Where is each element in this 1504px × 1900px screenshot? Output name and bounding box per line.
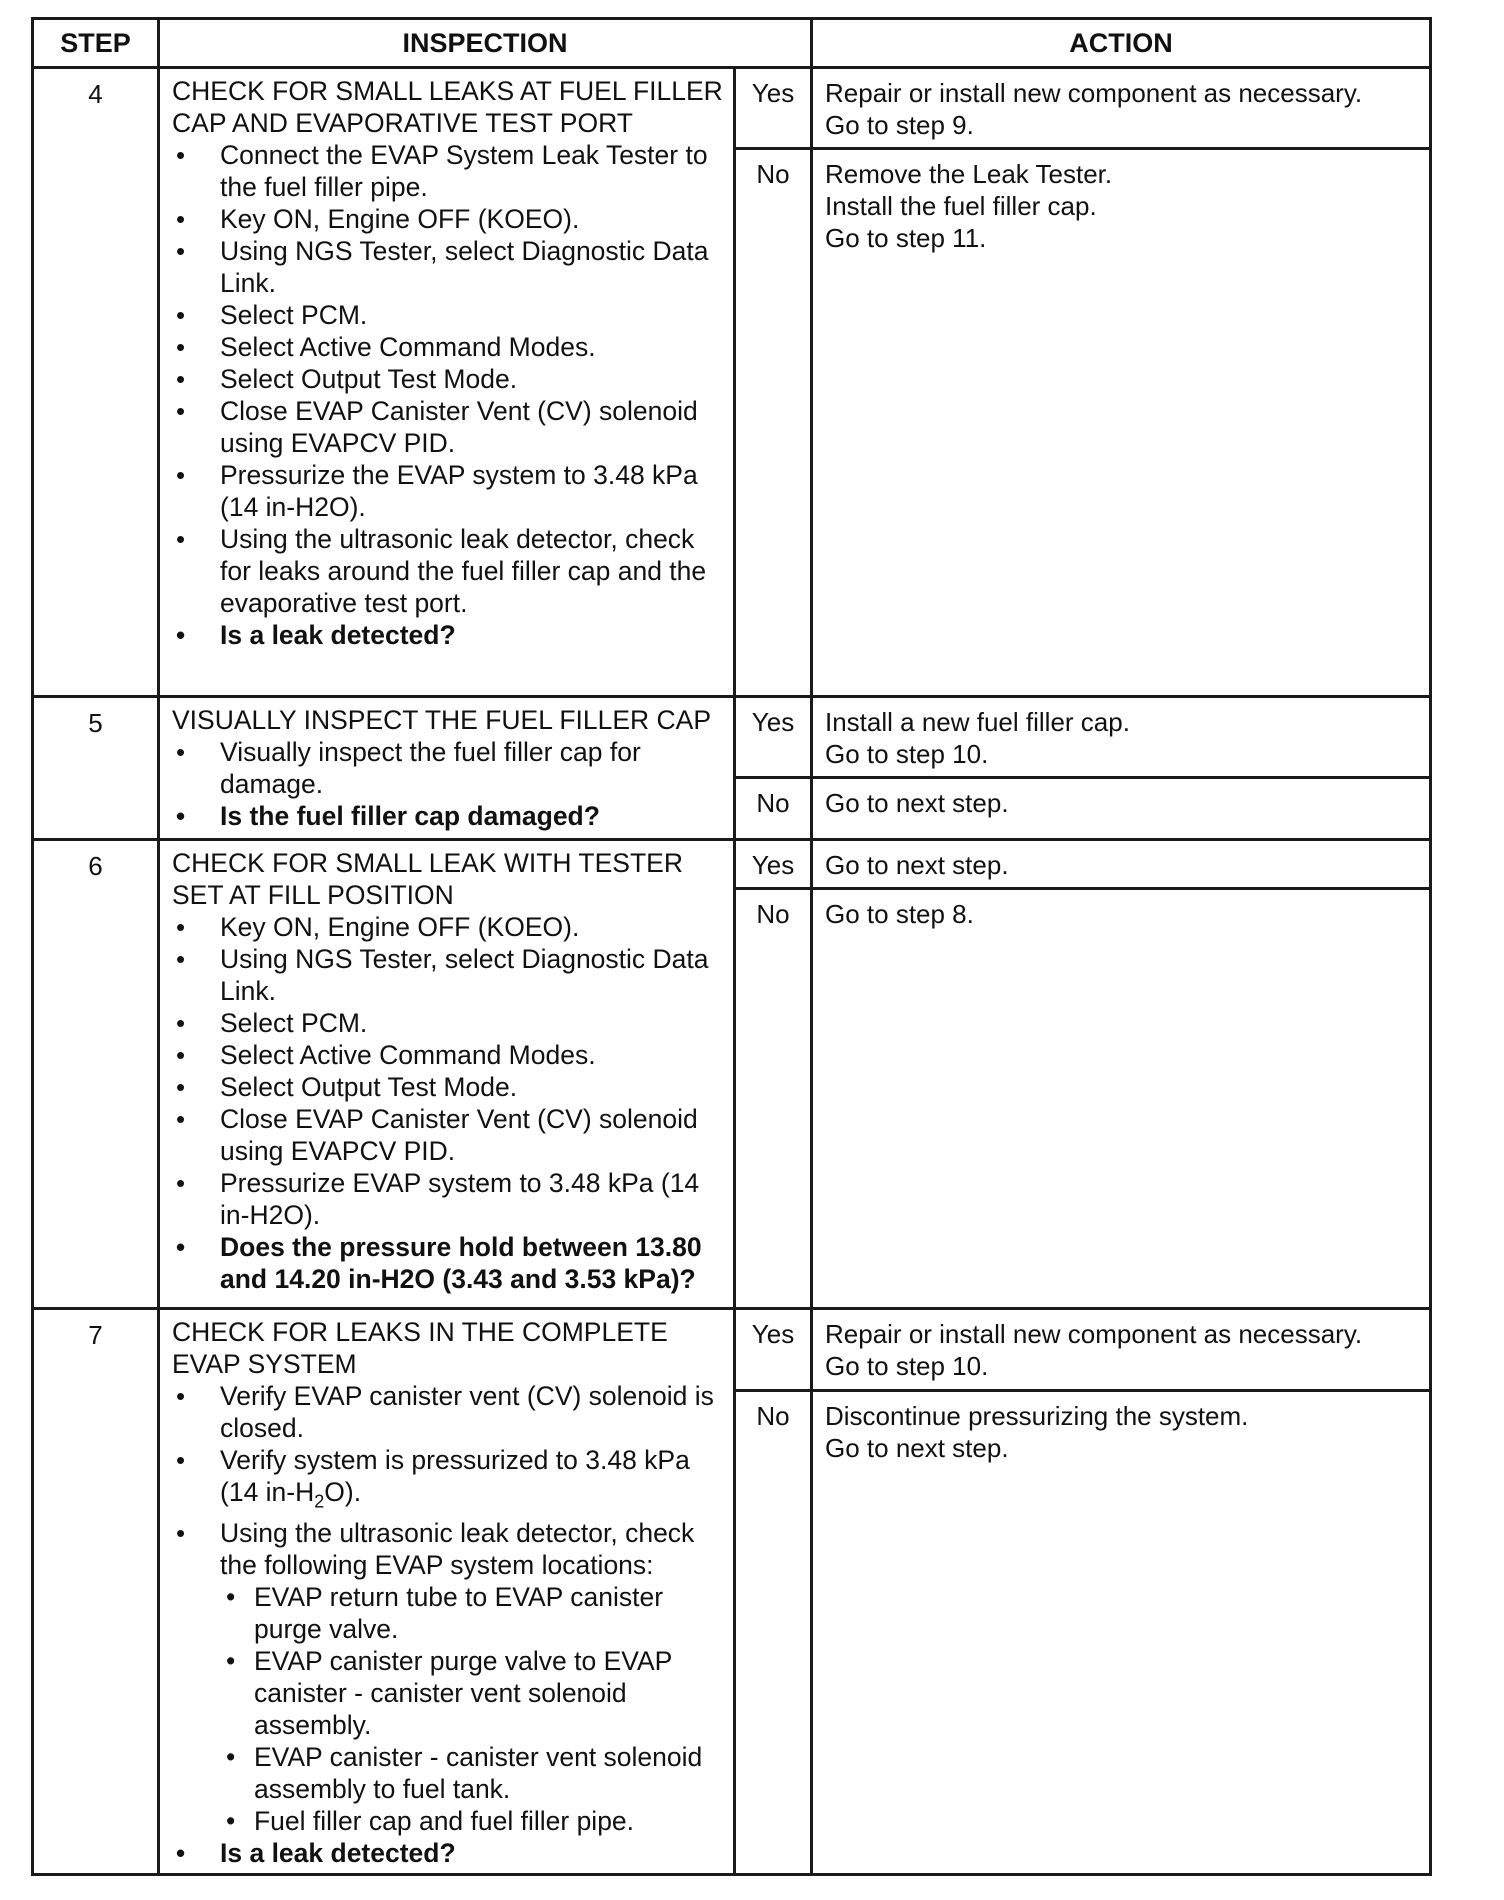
yes-label: Yes (735, 1309, 812, 1391)
sub-list-item: • Fuel filler cap and fuel filler pipe. (220, 1805, 723, 1837)
inspection-cell (159, 840, 735, 1309)
yes-label: Yes (735, 68, 812, 149)
action-line: Install a new fuel filler cap. (825, 707, 1130, 737)
list-item: • Select Active Command Modes. (172, 331, 723, 363)
no-label: No (735, 1390, 812, 1875)
header-action: ACTION (812, 19, 1431, 68)
inspection-bullets (172, 139, 723, 651)
no-action (812, 889, 1431, 1309)
step-number: 6 (33, 840, 159, 1309)
diagnostic-procedure-table (31, 17, 1432, 1876)
list-item: • Using NGS Tester, select Diagnostic Data Link. (172, 943, 723, 1007)
action-line: Go to step 9. (825, 110, 974, 140)
list-item: • Close EVAP Canister Vent (CV) solenoid using EVAPCV PID. (172, 1103, 723, 1167)
table-row (33, 697, 1431, 778)
list-item: • Pressurize EVAP system to 3.48 kPa (14 in-H2O). (172, 1167, 723, 1231)
table-row (33, 840, 1431, 889)
inspection-cell (159, 697, 735, 840)
no-label: No (735, 149, 812, 697)
list-item: • Select Output Test Mode. (172, 1071, 723, 1103)
action-line: Go to step 10. (825, 1351, 989, 1381)
location-sublist (220, 1581, 723, 1837)
bullet-text: O). (324, 1477, 362, 1507)
action-line: Go to next step. (825, 788, 1009, 818)
action-line: Go to next step. (825, 1432, 1009, 1463)
list-item: • Using the ultrasonic leak detector, check for leaks around the fuel filler cap and the evaporative test port. (172, 523, 723, 619)
action-line: Discontinue pressurizing the system. (825, 1400, 1249, 1431)
inspection-bullets (172, 1380, 723, 1869)
action-line: Install the fuel filler cap. (825, 191, 1097, 221)
action-line: Go to step 8. (825, 899, 974, 929)
action-line: Repair or install new component as necessary. (825, 1319, 1363, 1349)
yes-label: Yes (735, 840, 812, 889)
no-action (812, 149, 1431, 697)
list-item: • Verify EVAP canister vent (CV) solenoid is closed. (172, 1380, 723, 1444)
sub-list-item: • EVAP canister purge valve to EVAP canister - canister vent solenoid assembly. (220, 1645, 723, 1741)
action-line: Go to step 11. (825, 223, 987, 253)
table-header-row (33, 19, 1431, 68)
inspection-bullets (172, 911, 723, 1295)
list-item: • Close EVAP Canister Vent (CV) solenoid using EVAPCV PID. (172, 395, 723, 459)
list-item: • Using NGS Tester, select Diagnostic Data Link. (172, 235, 723, 299)
list-item: • Connect the EVAP System Leak Tester to the fuel filler pipe. (172, 139, 723, 203)
inspection-heading: CHECK FOR SMALL LEAK WITH TESTER SET AT FILL POSITION (172, 848, 683, 910)
inspection-question: • Is the fuel filler cap damaged? (172, 800, 723, 832)
list-item: • Key ON, Engine OFF (KOEO). (172, 911, 723, 943)
action-line: Remove the Leak Tester. (825, 159, 1113, 189)
inspection-question: • Is a leak detected? (172, 1837, 723, 1869)
action-line: Go to next step. (825, 850, 1009, 880)
list-item: • Pressurize the EVAP system to 3.48 kPa (14 in-H2O). (172, 459, 723, 523)
list-item (172, 1517, 723, 1837)
inspection-bullets (172, 736, 723, 832)
sub-list-item: • EVAP canister - canister vent solenoid assembly to fuel tank. (220, 1741, 723, 1805)
step-number: 4 (33, 68, 159, 697)
step-number: 7 (33, 1309, 159, 1875)
inspection-heading: CHECK FOR SMALL LEAKS AT FUEL FILLER CAP AND EVAPORATIVE TEST PORT (172, 76, 723, 138)
action-line: Repair or install new component as necessary. (825, 78, 1363, 108)
sub-list-item: • EVAP return tube to EVAP canister purge valve. (220, 1581, 723, 1645)
bullet-text: Using the ultrasonic leak detector, check the following EVAP system locations: (220, 1518, 695, 1581)
list-item: • Visually inspect the fuel filler cap for damage. (172, 736, 723, 800)
list-item: • Select PCM. (172, 299, 723, 331)
inspection-cell (159, 68, 735, 697)
procedure-sheet (31, 17, 1432, 1876)
list-item: • Select PCM. (172, 1007, 723, 1039)
list-item: • Select Active Command Modes. (172, 1039, 723, 1071)
step-number: 5 (33, 697, 159, 840)
subscript: 2 (314, 1491, 325, 1512)
yes-action (812, 697, 1431, 778)
list-item: • Key ON, Engine OFF (KOEO). (172, 203, 723, 235)
list-item (172, 1444, 723, 1517)
bullet-text: Verify system is pressurized to 3.48 kPa (14 in-H (220, 1445, 690, 1507)
yes-action (812, 68, 1431, 149)
header-step: STEP (33, 19, 159, 68)
yes-action (812, 1309, 1431, 1391)
inspection-heading: VISUALLY INSPECT THE FUEL FILLER CAP (172, 705, 712, 735)
table-row (33, 1309, 1431, 1391)
header-inspection: INSPECTION (159, 19, 812, 68)
inspection-cell (159, 1309, 735, 1875)
inspection-question: • Is a leak detected? (172, 619, 723, 651)
yes-action (812, 840, 1431, 889)
no-action (812, 1390, 1431, 1875)
no-action (812, 778, 1431, 840)
inspection-heading: CHECK FOR LEAKS IN THE COMPLETE EVAP SYSTEM (172, 1317, 668, 1379)
no-label: No (735, 778, 812, 840)
action-line: Go to step 10. (825, 739, 989, 769)
inspection-question: • Does the pressure hold between 13.80 and 14.20 in-H2O (3.43 and 3.53 kPa)? (172, 1231, 723, 1295)
list-item: • Select Output Test Mode. (172, 363, 723, 395)
table-row (33, 68, 1431, 149)
no-label: No (735, 889, 812, 1309)
yes-label: Yes (735, 697, 812, 778)
